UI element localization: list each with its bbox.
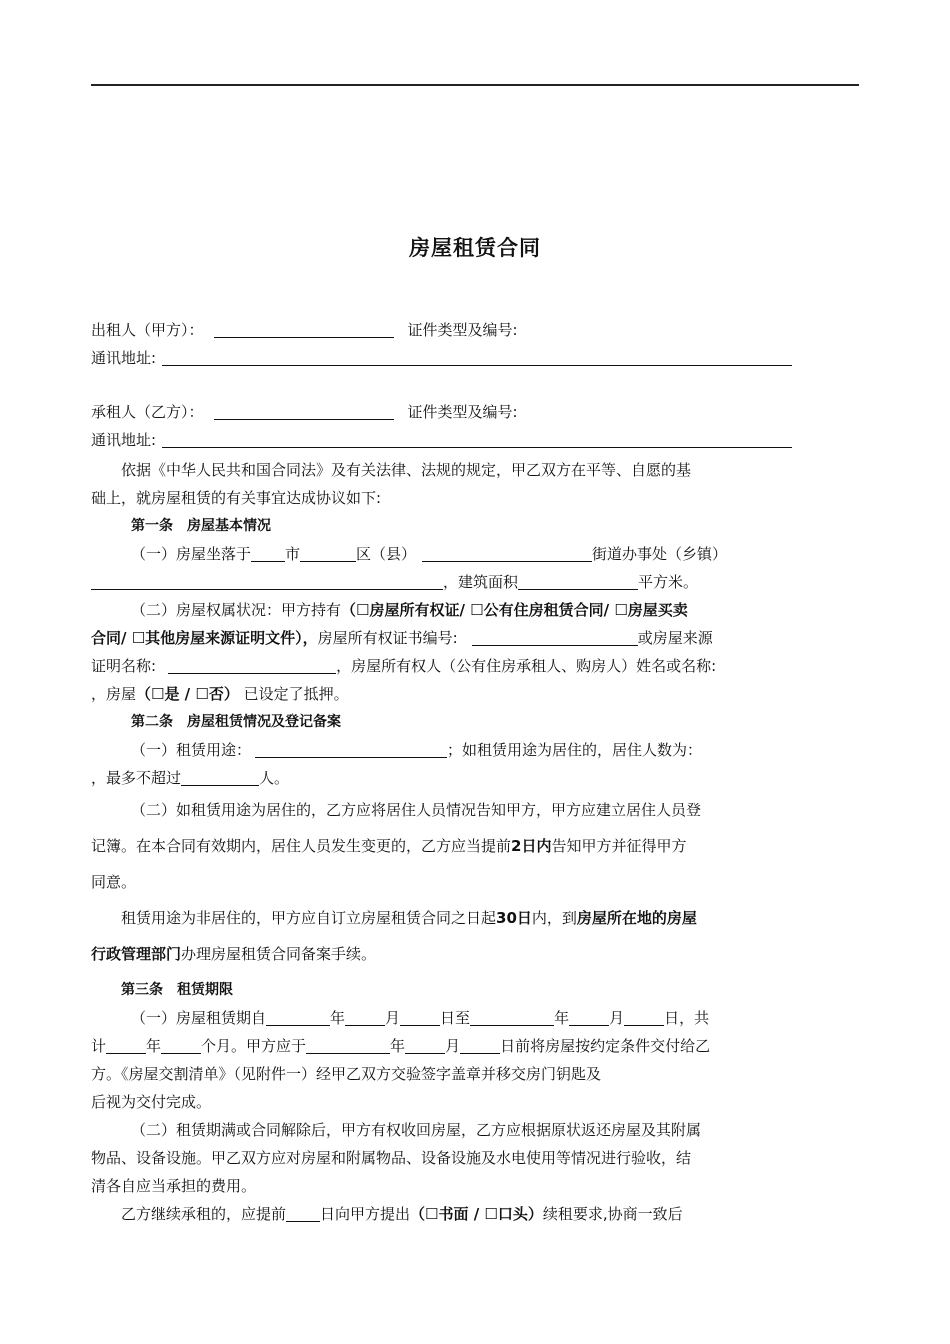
delivery-month-field[interactable] [405,1036,445,1054]
lessor-name-field[interactable] [214,320,394,338]
to-label: 日至 [440,1009,471,1027]
lessee-line [91,398,861,426]
filing-authority-b: 行政管理部门 [91,945,182,963]
filing-days: 30日 [496,909,532,927]
renewal-text-b: 日向甲方提出 [320,1205,411,1223]
year-label: 年 [330,1009,346,1027]
start-month-field[interactable] [345,1008,385,1026]
art1-s2-line-2 [91,624,861,652]
contract-body [91,316,861,1228]
renewal-days-field[interactable] [286,1204,320,1222]
lessee-label: 承租人（乙方）： [91,403,204,421]
art1-s2-line-4 [91,680,861,708]
usage-label: （一）租赁用途： [131,741,252,759]
document-title: 房屋租赁合同 [409,236,541,260]
art3-s1-line-3: 方。《房屋交割清单》（见附件一）经甲乙双方交验签字盖章并移交房门钥匙及 [91,1065,602,1083]
lessee-address-field[interactable] [162,430,792,448]
art1-s2-line-1 [91,596,861,624]
start-year-field[interactable] [266,1008,330,1026]
lessee-address-line [91,426,861,454]
max-residents-field[interactable] [181,768,259,786]
art3-s1-line-4: 后视为交付完成。 [91,1093,212,1111]
art2-s1-line-1 [91,736,861,764]
notice-text-a: 记簿。在本合同有效期内，居住人员发生变更的，乙方应当提前 [91,837,512,855]
year-label: 年 [390,1037,406,1055]
end-month-field[interactable] [569,1008,609,1026]
usage-field[interactable] [255,740,447,758]
art3-s3-line-1 [91,1200,861,1228]
term-label: （一）房屋租赁期自 [131,1009,267,1027]
notice-text-b: 告知甲方并征得甲方 [551,837,687,855]
source-label-a: 或房屋来源 [637,629,713,647]
art2-s3-line-1 [91,900,861,936]
delivery-label: 个月。甲方应于 [201,1037,307,1055]
renewal-checkbox[interactable]: （☐书面 / ☐口头） [410,1205,543,1223]
art3-s2-line-3: 清各自应当承担的费用。 [91,1177,257,1195]
art2-s3-line-2 [91,936,861,972]
area-label: ，建筑面积 [443,573,519,591]
lessor-label: 出租人（甲方）： [91,321,204,339]
district-field[interactable] [300,544,356,562]
art3-s2-line-2: 物品、设备设施。甲乙双方应对房屋和附属物品、设备设施及水电使用等情况进行验收，结 [91,1149,692,1167]
street-field[interactable] [422,544,592,562]
start-day-field[interactable] [400,1008,440,1026]
certificate-number-field[interactable] [472,628,638,646]
intro-line-2: 础上，就房屋租赁的有关事宜达成协议如下: [91,489,382,507]
art1-s2-line-3 [91,652,861,680]
filing-text-a: 租赁用途为非居住的，甲方应自订立房屋租赁合同之日起 [121,909,497,927]
mortgage-checkbox[interactable]: （☐是 / ☐否） [136,685,239,703]
delivery-text: 日前将房屋按约定条件交付给乙 [500,1037,711,1055]
art2-s2-line-3: 同意。 [91,873,137,891]
intro-line-1: 依据《中华人民共和国合同法》及有关法律、法规的规定，甲乙双方在平等、自愿的基 [121,461,692,479]
art2-s2-line-1: （二）如租赁用途为居住的，乙方应将居住人员情况告知甲方，甲方应建立居住人员登 [131,801,702,819]
lessee-address-label: 通讯地址: [91,431,157,449]
source-label-b: 证明名称: [91,657,157,675]
max-residents-label: ，最多不超过 [91,769,182,787]
district-label: 区（县） [356,545,417,563]
area-unit: 平方米。 [638,573,699,591]
day-total-label: 日，共 [664,1009,710,1027]
mortgage-text: 已设定了抵押。 [238,685,349,703]
art3-s1-line-1 [91,1004,861,1032]
month-label: 月 [445,1037,461,1055]
month-label: 月 [609,1009,625,1027]
residents-label: ；如租赁用途为居住的，居住人数为： [447,741,703,759]
art1-s1-line-1 [91,540,861,568]
lessor-address-line [91,344,861,372]
total-years-field[interactable] [106,1036,146,1054]
address-detail-field[interactable] [91,572,443,590]
end-year-field[interactable] [470,1008,554,1026]
art3-s1-line-2 [91,1032,861,1060]
art3-s2-line-1: （二）租赁期满或合同解除后，甲方有权收回房屋，乙方应根据原状返还房屋及其附属 [131,1121,702,1139]
art2-s1-line-2 [91,764,861,792]
renewal-text-a: 乙方继续承租的，应提前 [121,1205,287,1223]
notice-days: 2日内 [511,837,552,855]
city-label: 市 [285,545,301,563]
year-label: 年 [146,1037,162,1055]
certificate-number-label: 房屋所有权证书编号: [317,629,458,647]
article-1-heading: 第一条 房屋基本情况 [131,518,271,534]
lessee-id-label: 证件类型及编号: [407,403,518,421]
owner-name-label: ，房屋所有权人（公有住房承租人、购房人）姓名或名称: [336,657,717,675]
delivery-day-field[interactable] [460,1036,500,1054]
street-label: 街道办事处（乡镇） [592,545,728,563]
source-name-field[interactable] [168,656,336,674]
art1-s1-line-2 [91,568,861,596]
end-day-field[interactable] [624,1008,664,1026]
art2-s2-line-2 [91,828,861,864]
lessor-address-label: 通讯地址: [91,349,157,367]
renewal-text-c: 续租要求,协商一致后 [542,1205,683,1223]
mortgage-label: ，房屋 [91,685,137,703]
year-label: 年 [554,1009,570,1027]
header-rule [91,84,859,86]
lessor-address-field[interactable] [162,348,792,366]
total-months-field[interactable] [161,1036,201,1054]
delivery-year-field[interactable] [306,1036,390,1054]
article-3-heading: 第三条 租赁期限 [121,982,233,998]
total-label: 计 [91,1037,107,1055]
filing-authority-a: 房屋所在地的房屋 [576,909,697,927]
persons-unit: 人。 [259,769,290,787]
article-2-heading: 第二条 房屋租赁情况及登记备案 [131,714,341,730]
ownership-label: （二）房屋权属状况：甲方持有 [131,601,342,619]
location-label: （一）房屋坐落于 [131,545,252,563]
month-label: 月 [385,1009,401,1027]
ownership-checkbox-other[interactable]: 合同/ ☐其他房屋来源证明文件）， [91,629,318,647]
filing-text-c: 办理房屋租赁合同备案手续。 [181,945,377,963]
city-field[interactable] [251,544,285,562]
lessee-name-field[interactable] [214,402,394,420]
ownership-checkbox-options[interactable]: （☐房屋所有权证/ ☐公有住房租赁合同/ ☐房屋买卖 [341,601,688,619]
lessor-line [91,316,861,344]
lessor-id-label: 证件类型及编号: [407,321,518,339]
area-field[interactable] [518,572,638,590]
filing-text-b: 内，到 [531,909,577,927]
